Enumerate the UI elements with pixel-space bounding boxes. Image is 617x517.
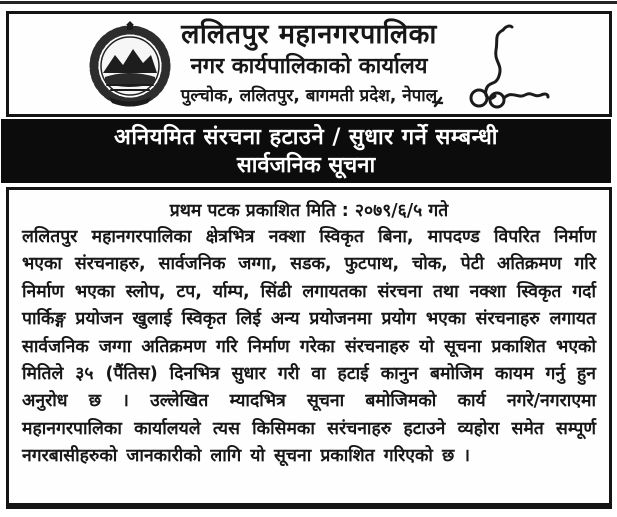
signature-icon bbox=[431, 18, 581, 116]
notice-title-line1: अनियमित संरचना हटाउने / सुधार गर्ने सम्बन्धी bbox=[114, 125, 498, 150]
notice-paragraph: ललितपुर महानगरपालिका क्षेत्रभित्र नक्शा स्विकृत बिना, मापदण्ड विपरित निर्माण भएका संरचनाहरु, सार्वजनिक जग्गा, सडक, फुटपाथ, चोक, पेटी अतिक्रमण गरि निर्माण भएका स्लोप, टप, र्याम्प, सिंढी लगायतका संरचना तथा नक्शा स्विकृत गर्दा पार्किङ्ग प्रयोजन खुलाई स्विकृत लिई अन्य प्रयोजनमा प्रयोग भएका संरचनाहरु लगायत सार्वजनिक जग्गा अतिक्रमण गरि निर्माण गरेका संरचनाहरु यो सूचना प्रकाशित भएको मितिले ३५ (पैंतिस) दिनभित्र सुधार गरी वा हटाई कानुन बमोजिम कायम गर्नु हुन अनुरोध छ । उल्लेखित म्यादभित्र सूचना बमोजिमको कार्य नगरे/नगराएमा महानगरपालिका कार्यालयले त्यस किसिमका सरंचनाहरु हटाउने व्यहोरा समेत सम्पूर्ण नगरबासीहरुको जानकारीको लागि यो सूचना प्रकाशित गरिएको छ । bbox=[22, 227, 596, 467]
office-title: ललितपुर महानगरपालिका bbox=[181, 19, 437, 50]
published-date-line: प्रथम पटक प्रकाशित मिति : २०७९/६/५ गते bbox=[169, 201, 449, 221]
notice-body-box bbox=[6, 187, 612, 509]
office-address: पुल्चोक, ललितपुर, बागमती प्रदेश, नेपाल bbox=[180, 86, 438, 106]
letterhead-box bbox=[6, 11, 612, 117]
office-subtitle: नगर कार्यपालिकाको कार्यालय bbox=[190, 54, 428, 79]
scan-edge-line bbox=[0, 1, 617, 4]
notice-title-banner bbox=[1, 119, 611, 183]
notice-title-line2: सार्वजनिक सूचना bbox=[236, 153, 376, 178]
